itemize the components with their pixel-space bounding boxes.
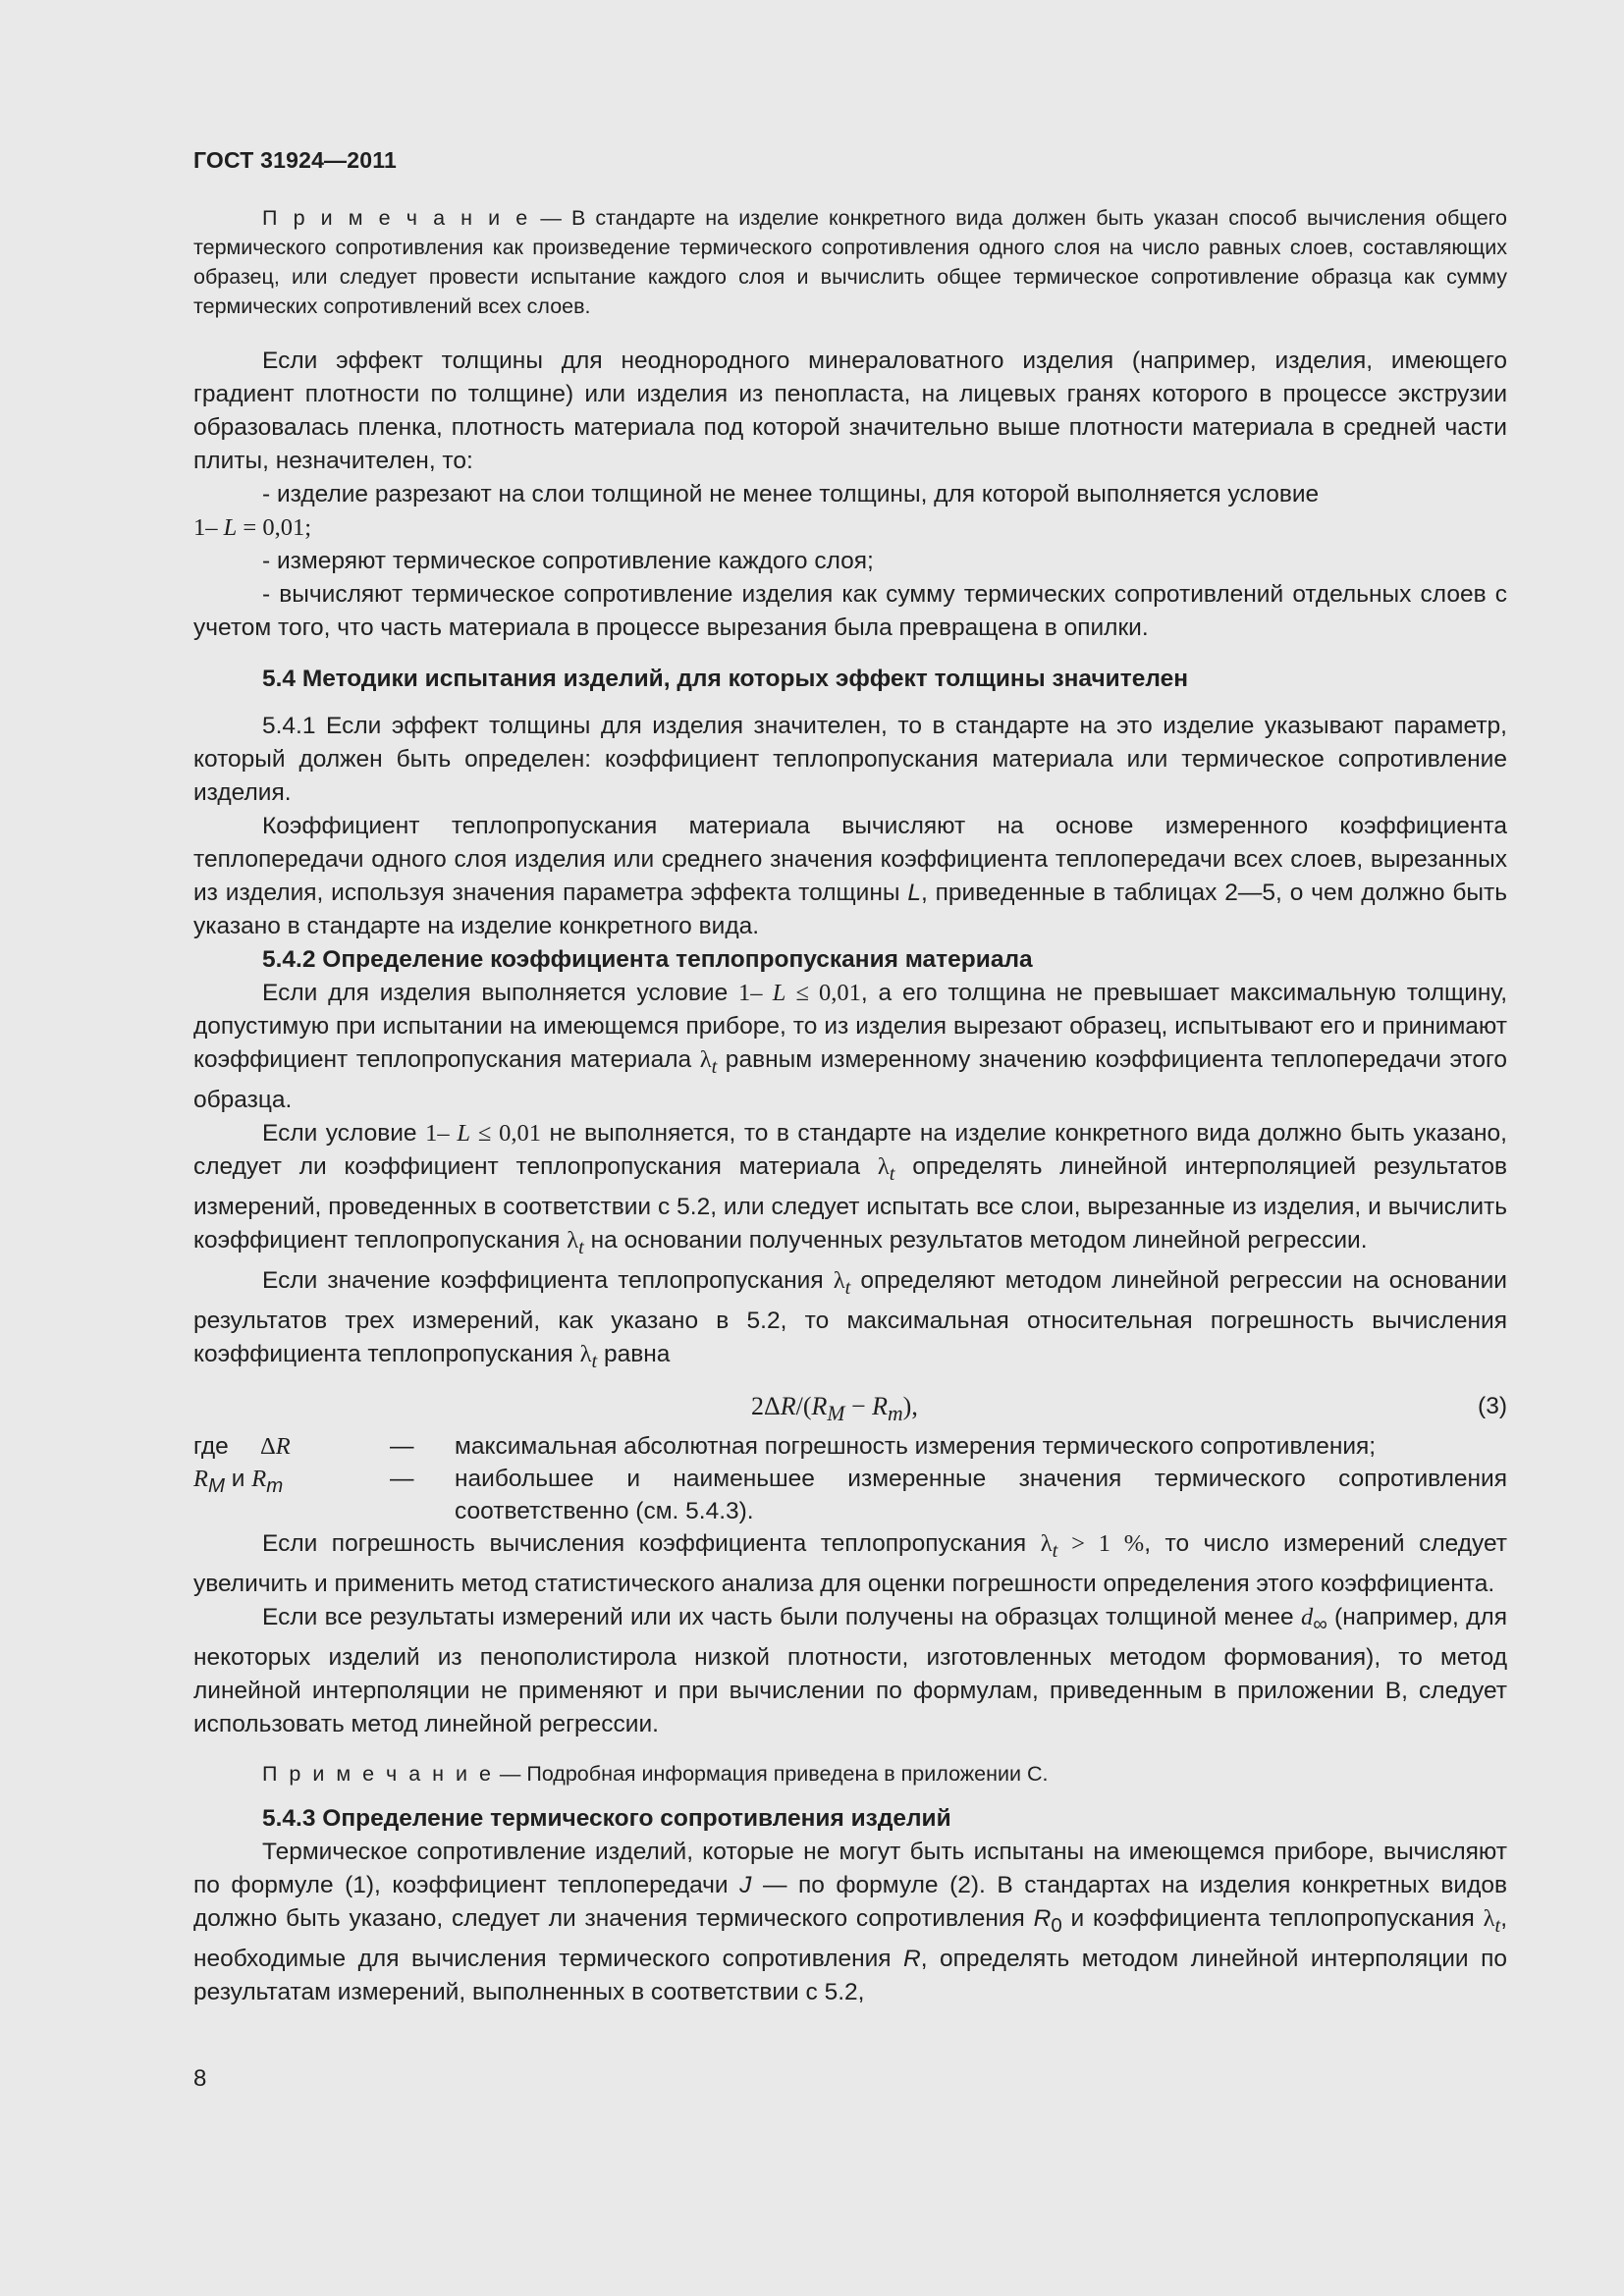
section-heading-5-4-3: 5.4.3 Определение термического сопротивления изделий xyxy=(262,1805,951,1833)
legend-row xyxy=(193,1463,1507,1527)
note-text: — В стандарте на изделие конкретного вида должен быть указан способ вычисления общего термического сопротивления как произведение термического сопротивления одного слоя на число равных слоев, составляющих образец, или следует провести испытание каждого слоя и вычислить общее термическое сопротивление образца как сумму термических сопротивлений всех слоев. xyxy=(193,206,1507,318)
section-heading-5-4-2: 5.4.2 Определение коэффициента теплопропускания материала xyxy=(262,946,1033,973)
page-number: 8 xyxy=(193,2065,207,2092)
paragraph-5-4-2-a: Если для изделия выполняется условие 1– L ≤ 0,01, а его толщина не превышает максимальную толщину, допустимую при испытании на имеющемся приборе, то из изделия вырезают образец, испытывают его и принимают коэффициент теплопропускания материала $\lambda_t$ равным измеренному значению коэффициента теплопередачи этого образца. xyxy=(193,980,1508,1113)
legend-definition: максимальная абсолютная погрешность измерения термического сопротивления; xyxy=(455,1433,1377,1461)
document-page xyxy=(193,147,1507,2009)
legend-symbol: $R_M$ и $R_m$ xyxy=(193,1466,284,1498)
note-text: — Подробная информация приведена в приложении С. xyxy=(493,1762,1049,1787)
note-label: П р и м е ч а н и е xyxy=(262,206,531,230)
legend-where-word: где xyxy=(193,1433,229,1461)
paragraph-5-4-1: 5.4.1 Если эффект толщины для изделия значителен, то в стандарте на это изделие указывают параметр, который должен быть определен: коэффициент теплопропускания материала или термическое сопротивление изделия. xyxy=(193,713,1507,806)
paragraph-error: Если погрешность вычисления коэффициента теплопропускания $\lambda_t > 1$ %, то число измерений следует увеличить и применить метод статистического анализа для оценки погрешности определения этого коэффициента. xyxy=(193,1530,1508,1598)
list-item-2: - измеряют термическое сопротивление каждого слоя; xyxy=(262,548,874,574)
paragraph-5-4-3: Термическое сопротивление изделий, которые не могут быть испытаны на имеющемся приборе, вычисляют по формуле (1), коэффициент теплопередачи J — по формуле (2). В стандартах на изделия конкретных видов должно быть указано, следует ли значения термического сопротивления $R_0$ и коэффициента теплопропускания $\lambda_t$, необходимые для вычисления термического сопротивления R, определять методом линейной интерполяции по результатам измерений, выполненных в соответствии с 5.2, xyxy=(193,1839,1507,2006)
legend-definition: наибольшее и наименьшее измеренные значения термического сопротивления соответственно (см. 5.4.3). xyxy=(455,1466,1507,1525)
list-item-3: - вычисляют термическое сопротивление изделия как сумму термических сопротивлений отдельных слоев с учетом того, что часть материала в процессе вырезания была превращена в опилки. xyxy=(193,581,1507,641)
legend-dash: — xyxy=(390,1433,414,1461)
condition-formula: 1– L = 0,01; xyxy=(193,514,312,541)
formula-number: (3) xyxy=(1478,1393,1507,1420)
paragraph-5-4-2-b: Если условие 1– L ≤ 0,01 не выполняется, то в стандарте на изделие конкретного вида должно быть указано, следует ли коэффициент теплопропускания материала $\lambda_t$ определять линейной интерполяцией результатов измерений, проведенных в соответствии с 5.2, или следует испытать все слои, вырезанные из изделия, и вычислить коэффициент теплопропускания $\lambda_t$ на основании полученных результатов методом линейной регрессии. xyxy=(193,1119,1507,1258)
note-2 xyxy=(193,1759,1507,1789)
section-heading-5-4: 5.4 Методики испытания изделий, для которых эффект толщины значителен xyxy=(262,666,1189,692)
formula-expression: $2\Delta R/(R_M - R_m)$, xyxy=(751,1392,918,1426)
paragraph-all-results: Если все результаты измерений или их часть были получены на образцах толщиной менее $d_\infty$ (например, для некоторых изделий из пенополистирола низкой плотности, изготовленных методом формования), то метод линейной интерполяции не применяют и при вычислении по формулам, приведенным в приложении В, следует использовать метод линейной регрессии. xyxy=(193,1604,1507,1738)
paragraph-5-4-2-c: Если значение коэффициента теплопропускания $\lambda_t$ определяют методом линейной регрессии на основании результатов трех измерений, как указано в 5.2, то максимальная относительная погрешность вычисления коэффициента теплопропускания $\lambda_t$ равна xyxy=(193,1266,1507,1372)
note-1 xyxy=(193,203,1507,321)
legend-dash: — xyxy=(390,1466,414,1493)
legend-symbol: ΔR xyxy=(260,1433,291,1461)
document-header: ГОСТ 31924—2011 xyxy=(193,147,397,173)
note-label: П р и м е ч а н и е xyxy=(262,1762,494,1787)
formula-3 xyxy=(193,1385,1507,1428)
where-legend xyxy=(193,1430,1507,1527)
paragraph-coefficient: Коэффициент теплопропускания материала вычисляют на основе измеренного коэффициента теплопередачи одного слоя изделия или среднего значения коэффициента теплопередачи всех слоев, вырезанных из изделия, используя значения параметра эффекта толщины L, приведенные в таблицах 2—5, о чем должно быть указано в стандарте на изделие конкретного вида. xyxy=(193,813,1507,939)
list-item-1: - изделие разрезают на слои толщиной не менее толщины, для которой выполняется условие 1– L = 0,01; xyxy=(193,481,1320,541)
paragraph-thickness-effect: Если эффект толщины для неоднородного минераловатного изделия (например, изделия, имеющего градиент плотности по толщине) или изделия из пенопласта, на лицевых гранях которого в процессе экструзии образовалась пленка, плотность материала под которой значительно выше плотности материала в средней части плиты, незначителен, то: xyxy=(193,347,1507,474)
